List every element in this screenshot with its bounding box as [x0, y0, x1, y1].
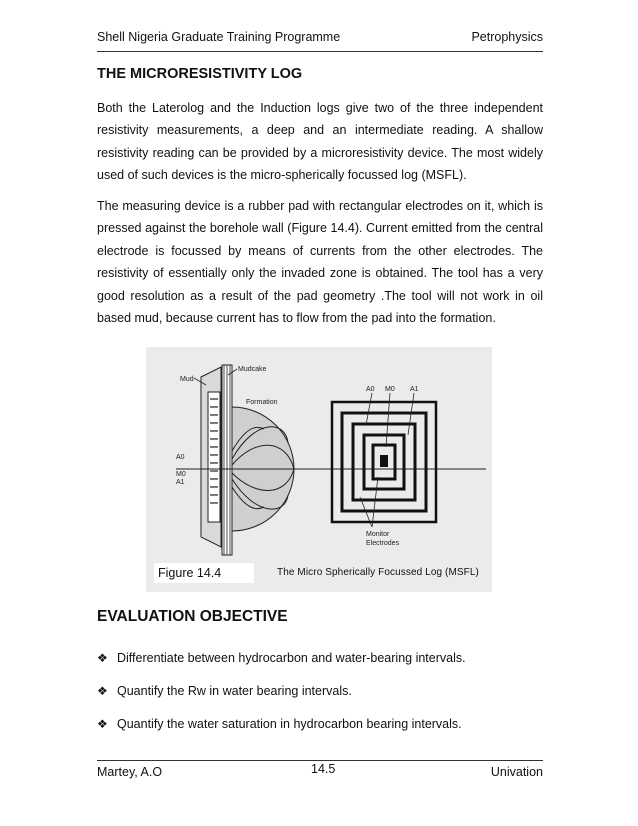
list-item	[97, 683, 543, 698]
label-a0-left: A0	[176, 454, 185, 461]
paragraph-1: Both the Laterolog and the Induction logs give two of the three independent resistivity measurements, a deep and an intermediate reading. A shallow resistivity reading can be provided by a microresistivity device. The most widely used of such devices is the micro-spherically focussed log (MSFL).	[97, 101, 543, 183]
label-electrodes: Electrodes	[366, 540, 400, 547]
header-rule	[97, 51, 543, 52]
section-title: THE MICRORESISTIVITY LOG	[97, 66, 303, 82]
label-mud: Mud	[180, 376, 194, 383]
list-item	[97, 716, 543, 731]
center-electrode	[380, 455, 388, 467]
list-item	[97, 650, 543, 665]
label-a0-top: A0	[366, 386, 375, 393]
footer-right: Univation	[490, 765, 543, 779]
objective-list	[97, 650, 543, 749]
page-header	[97, 30, 543, 44]
msfl-diagram	[146, 347, 492, 592]
diamond-bullet-icon: ❖	[97, 683, 108, 698]
footer-author: Martey, A.O	[97, 765, 163, 779]
label-a1-top: A1	[410, 386, 419, 393]
label-monitor: Monitor	[366, 531, 390, 538]
header-right: Petrophysics	[471, 30, 543, 44]
label-mudcake: Mudcake	[238, 366, 267, 373]
list-item-text: Quantify the water saturation in hydrocarbon bearing intervals.	[117, 716, 462, 731]
evaluation-objective-title: EVALUATION OBJECTIVE	[97, 608, 288, 625]
list-item-text: Quantify the Rw in water bearing intervals.	[117, 683, 352, 698]
figure-caption: Figure 14.4	[154, 563, 254, 583]
label-m0-left: M0	[176, 471, 186, 478]
figure-title: The Micro Spherically Focussed Log (MSFL)	[277, 567, 479, 578]
paragraph-2: The measuring device is a rubber pad with rectangular electrodes on it, which is pressed against the borehole wall (Figure 14.4). Current emitted from the central electrode is focussed by means of currents from the other electrodes. The resistivity of essentially only the invaded zone is obtained. The tool has a very good resolution as a result of the pad geometry .The tool will not work in oil based mud, because current has to flow from the pad into the formation.	[97, 199, 543, 326]
label-a1-left: A1	[176, 479, 185, 486]
diamond-bullet-icon: ❖	[97, 650, 108, 665]
page-number: 14.5	[311, 762, 336, 776]
footer-rule	[97, 760, 543, 761]
label-m0-top: M0	[385, 386, 395, 393]
label-formation: Formation	[246, 399, 278, 406]
figure-14-4	[146, 347, 492, 592]
diamond-bullet-icon: ❖	[97, 716, 108, 731]
header-left: Shell Nigeria Graduate Training Programme	[97, 30, 341, 44]
list-item-text: Differentiate between hydrocarbon and water-bearing intervals.	[117, 650, 466, 665]
